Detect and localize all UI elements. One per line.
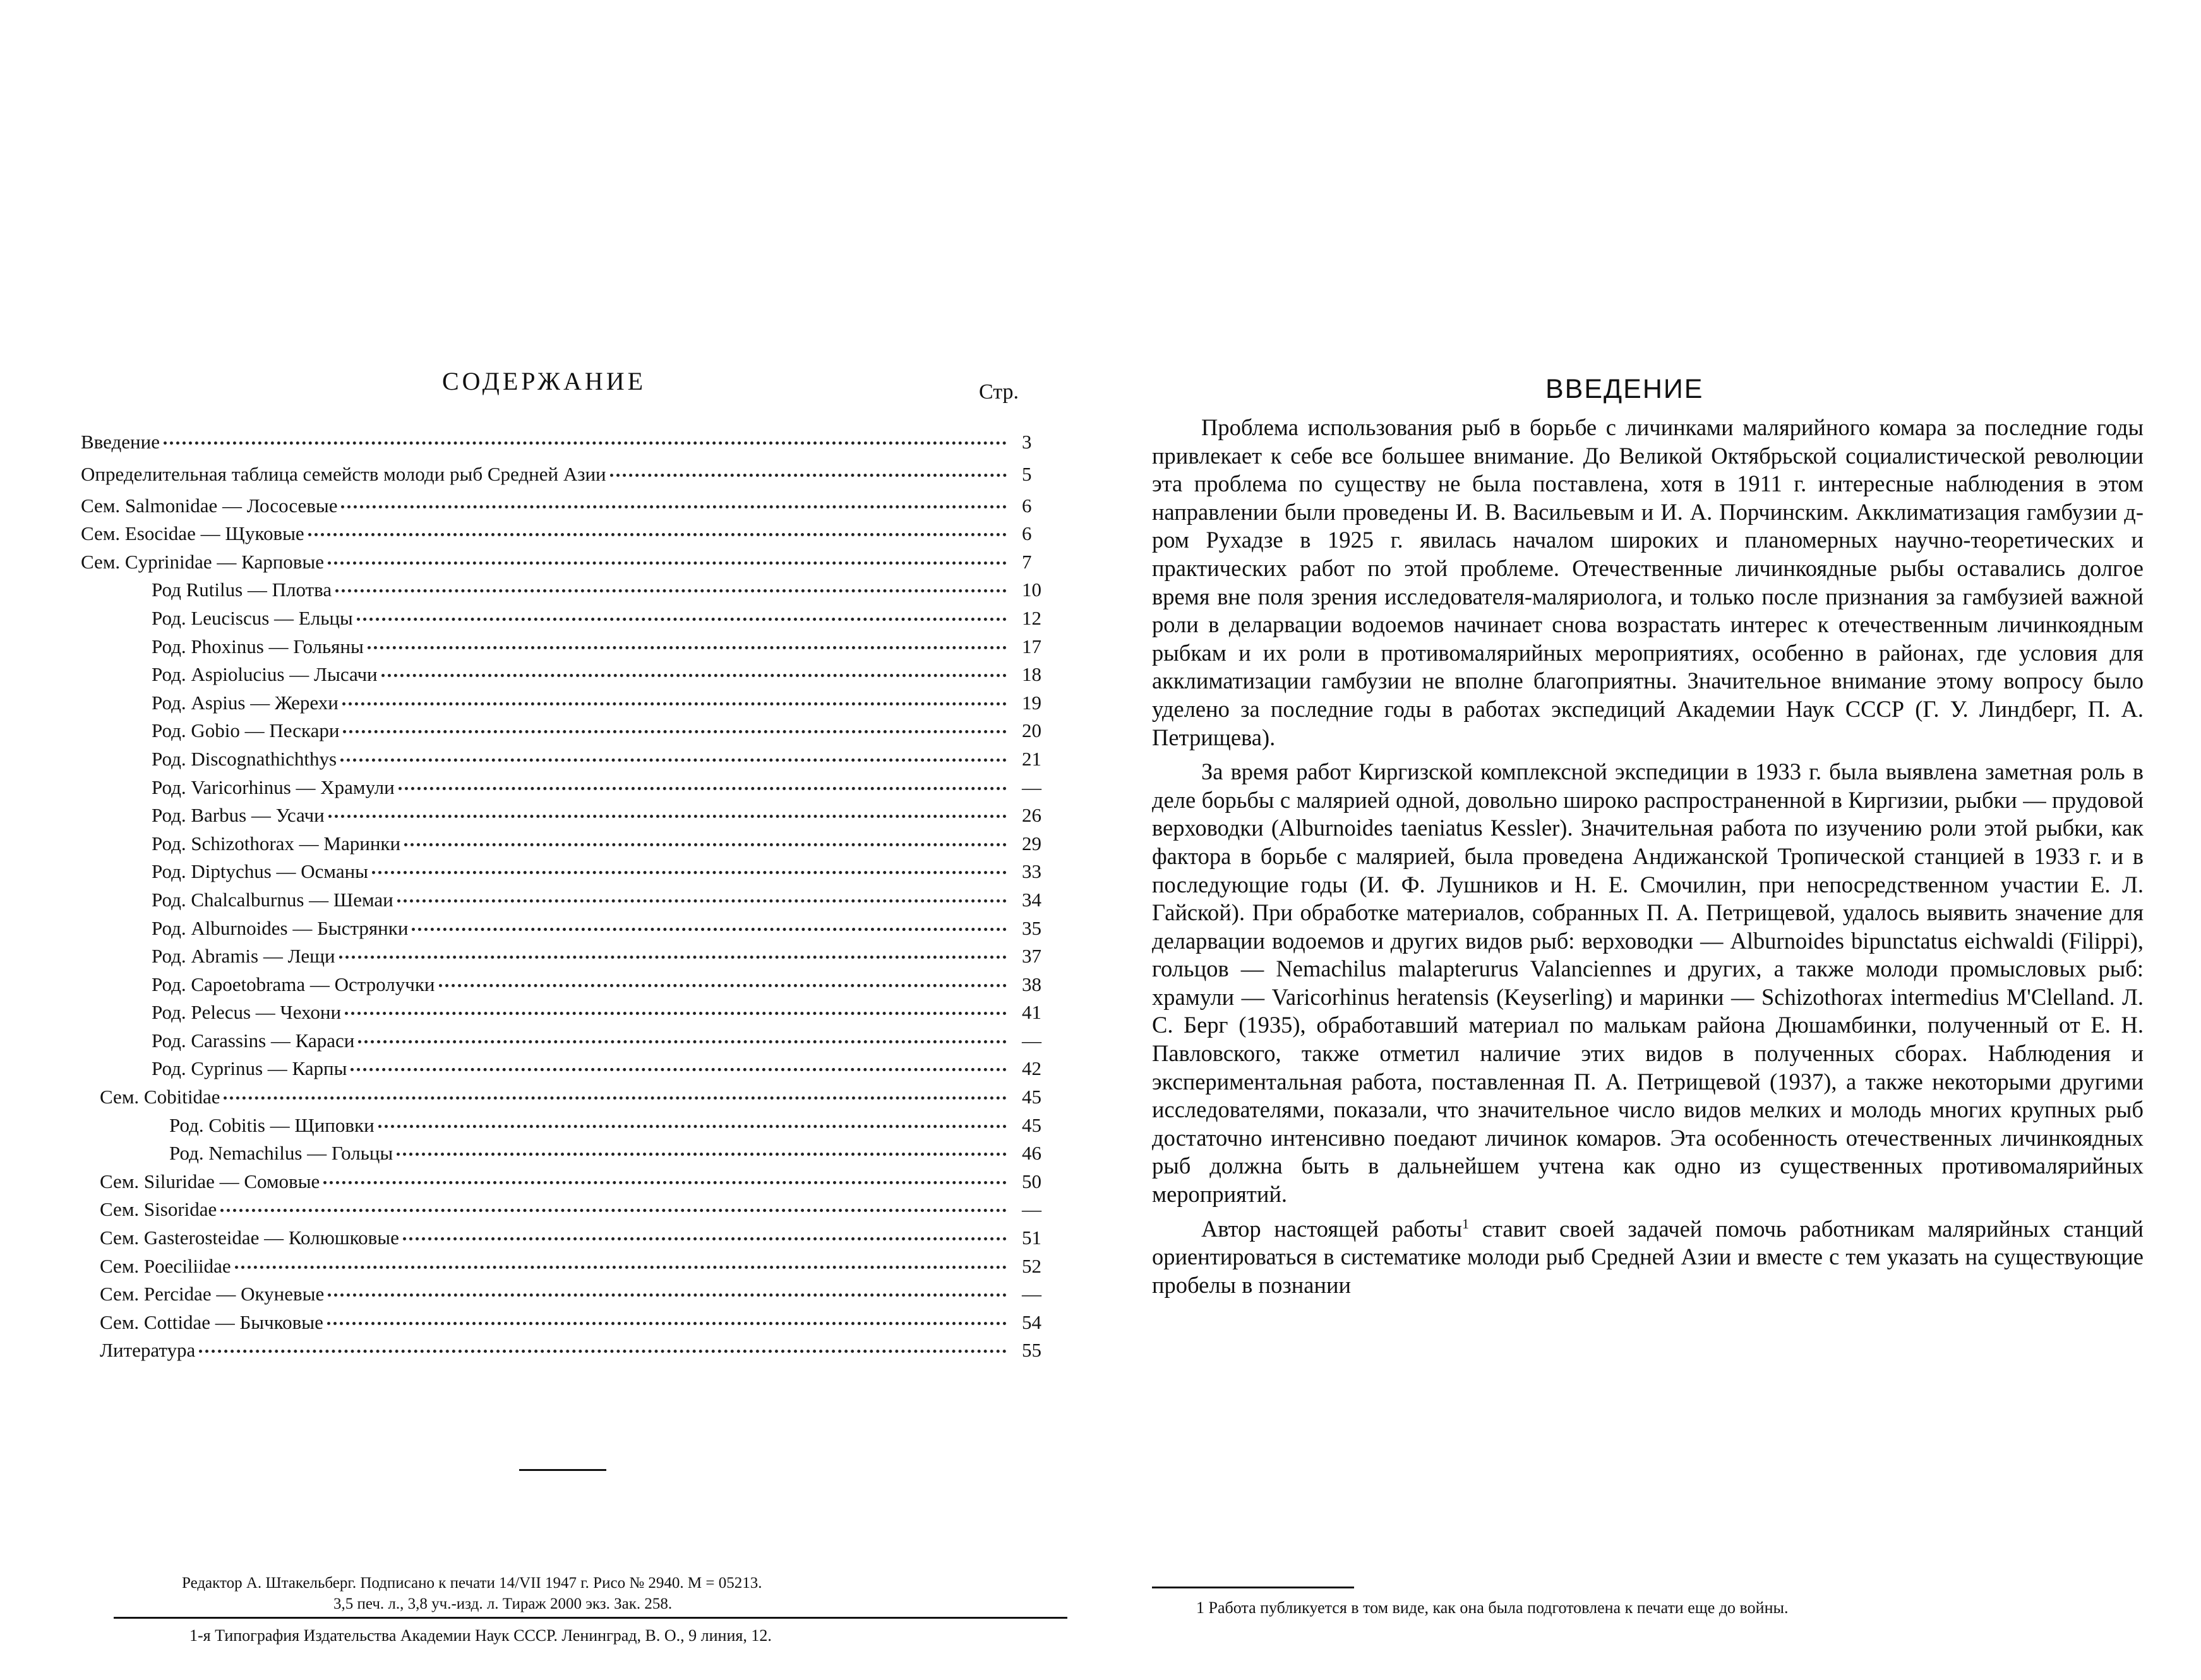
toc-entry-page: 42: [1022, 1057, 1041, 1080]
right-page: [1100, 0, 2201, 1680]
toc-dot-leader: [339, 956, 1007, 959]
toc-entry-page: 50: [1022, 1170, 1041, 1192]
table-of-contents: [81, 428, 1066, 1365]
toc-dot-leader: [404, 843, 1007, 846]
toc-dot-leader: [342, 702, 1007, 705]
toc-dot-leader: [399, 787, 1007, 790]
toc-dot-leader: [164, 441, 1007, 445]
toc-entry-label: Род. Leuciscus — Ельцы: [152, 606, 353, 629]
footnote-rule: [1152, 1587, 1354, 1588]
toc-dot-leader: [335, 589, 1007, 592]
toc-entry-label: Род. Diptychus — Османы: [152, 860, 369, 883]
toc-entry[interactable]: [81, 745, 1066, 774]
toc-entry-label: Род. Nemachilus — Гольцы: [169, 1142, 393, 1165]
footnote: 1 Работа публикуется в том виде, как она была подготовлена к печати еще до войны.: [1196, 1599, 1789, 1617]
toc-entry-page: 19: [1022, 691, 1041, 714]
toc-entry[interactable]: [81, 717, 1066, 745]
toc-entry-page: 12: [1022, 606, 1041, 629]
toc-dot-leader: [328, 561, 1007, 565]
toc-dot-leader: [323, 1181, 1007, 1184]
toc-dot-leader: [235, 1266, 1007, 1269]
toc-entry-page: 37: [1022, 945, 1041, 968]
toc-title: СОДЕРЖАНИЕ: [442, 367, 647, 395]
intro-paragraph-2: За время работ Киргизской комплексной экспедиции в 1933 г. была выявлена заметная роль в деле борьбы с малярией одной, довольно широко распространенной в Киргизии, рыбки — прудовой верховодки (Alburnoides taeniatus Kessler). Значительная работа по изучению роли этой рыбки, как фактора в борьбе с малярией, была проведена Андижанской Тропической станцией в 1933 г. и в последующие годы (И. Ф. Лушников и Н. Е. Смочилин, при непосредственном участии Е. Л. Гайской). При обработке материалов, собранных П. А. Петрищевой, удалось выявить значение для деларвации водоемов и других видов рыб: верховодки — Alburnoides bipunctatus eichwaldi (Filippi), гольцов — Nemachilus malapterurus Valanciennes и других, а также молоди промысловых рыб: храмули — Varicorhinus heratensis (Keyserling) и маринки — Schizothorax intermedius M'Clelland. Л. С. Берг (1935), обработавший материал по малькам района Дюшамбинки, полученный от Е. Н. Павловского, также отметил наличие этих видов в полученных сборах. Наблюдения и экспериментальная работа, поставленная П. А. Петрищевой (1937), а также некоторыми другими исследователями, показали, что значительное число видов мелких и молодь многих крупных рыб достаточно интенсивно поедают личинок комаров. Эта особенность отечественных личинкоядных рыб должна быть в дальнейшем учтена как одно из существенных противомалярийных мероприятий.: [1152, 759, 2144, 1208]
toc-entry[interactable]: [81, 1224, 1066, 1252]
toc-entry[interactable]: [81, 886, 1066, 915]
toc-entry[interactable]: [81, 1055, 1066, 1083]
toc-entry-page: 5: [1022, 462, 1032, 485]
toc-entry-label: Сем. Gasterosteidae — Колюшковые: [100, 1227, 399, 1249]
toc-entry-label: Сем. Poeciliidae: [100, 1254, 231, 1277]
toc-entry[interactable]: [81, 548, 1066, 577]
intro-paragraph-1: Проблема использования рыб в борьбе с личинками малярийного комара за последние годы привлекает к себе все большее внимание. До Великой Октябрьской социалистической революции эта проблема по существу не была поставлена, хотя в 1911 г. интересные наблюдения в этом направлении были проведены И. В. Васильевым и И. А. Порчинским. Акклиматизация гамбузии д-ром Рухадзе в 1925 г. явилась началом широких и планомерных научно-теоретических и практических работ по этой проблеме. Отечественные личинкоядные рыбы оставались долгое время вне поля зрения исследователя-маляриолога, и только после признания за гамбузией важной роли в деларвации водоемов начинает снова возрастать интерес к отечественным личинкоядным рыбкам и их роли в противомалярийных мероприятиях, особенно в районах, где условия для акклиматизации гамбузии не вполне благоприятны. Значительное внимание этому вопросу было уделено за последние годы в работах экспедиций Академии Наук СССР (Г. У. Линдберг, П. А. Петрищева).: [1152, 414, 2144, 750]
toc-entry-page: 20: [1022, 719, 1041, 742]
imprint-rule: [114, 1617, 1067, 1619]
toc-dot-leader: [378, 1125, 1007, 1128]
toc-entry-label: Определительная таблица семейств молоди рыб Средней Азии: [81, 462, 606, 485]
toc-entry[interactable]: [81, 801, 1066, 830]
toc-entry-label: Род. Aspius — Жерехи: [152, 691, 339, 714]
toc-entry[interactable]: [81, 1280, 1066, 1309]
toc-entry[interactable]: [81, 633, 1066, 661]
toc-dot-leader: [403, 1237, 1007, 1240]
toc-entry-page: 34: [1022, 888, 1041, 911]
toc-entry-label: Род Rutilus — Плотва: [152, 579, 332, 601]
toc-entry[interactable]: [81, 1252, 1066, 1281]
imprint-line-2: 3,5 печ. л., 3,8 уч.-изд. л. Тираж 2000 экз. Зак. 258.: [333, 1595, 673, 1612]
toc-dot-leader: [412, 928, 1007, 931]
toc-entry-page: 54: [1022, 1311, 1041, 1333]
toc-entry-label: Сем. Salmonidae — Лососевые: [81, 494, 338, 517]
toc-dot-leader: [308, 533, 1007, 536]
toc-entry[interactable]: [81, 428, 1066, 457]
toc-entry[interactable]: [81, 576, 1066, 604]
toc-entry-label: Род. Capoetobrama — Остролучки: [152, 973, 435, 995]
imprint-block: [182, 1573, 1066, 1614]
toc-entry[interactable]: [81, 1112, 1066, 1140]
toc-entry-page: —: [1022, 1198, 1041, 1221]
toc-dot-leader: [351, 1068, 1007, 1071]
toc-dot-leader: [328, 1293, 1007, 1297]
toc-entry-label: Сем. Percidae — Окуневые: [100, 1283, 325, 1305]
toc-entry-page: 55: [1022, 1339, 1041, 1362]
toc-entry-page: 33: [1022, 860, 1041, 883]
toc-entry[interactable]: [81, 1196, 1066, 1224]
toc-entry-page: 52: [1022, 1254, 1041, 1277]
toc-entry[interactable]: [81, 1139, 1066, 1168]
toc-entry-label: Введение: [81, 431, 160, 453]
toc-entry-page: —: [1022, 1029, 1041, 1052]
toc-entry[interactable]: [81, 492, 1066, 520]
toc-dot-leader: [327, 1322, 1007, 1325]
toc-entry-page: 18: [1022, 663, 1041, 686]
toc-entry[interactable]: [81, 1309, 1066, 1337]
left-page: [0, 0, 1100, 1680]
toc-entry-page: 21: [1022, 747, 1041, 770]
toc-entry-label: Сем. Esocidae — Щуковые: [81, 522, 304, 545]
toc-entry-label: Род. Chalcalburnus — Шемаи: [152, 888, 393, 911]
toc-entry-label: Сем. Cobitidae: [100, 1086, 220, 1108]
toc-entry-label: Род. Pelecus — Чехони: [152, 1001, 342, 1024]
toc-entry[interactable]: [81, 604, 1066, 633]
toc-entry[interactable]: [81, 1168, 1066, 1196]
toc-entry-label: Род. Cyprinus — Карпы: [152, 1057, 347, 1080]
toc-entry-page: 46: [1022, 1142, 1041, 1165]
toc-entry-label: Литература: [100, 1339, 196, 1362]
toc-entry-label: Род. Gobio — Пескари: [152, 719, 340, 742]
toc-entry-page: 10: [1022, 579, 1041, 601]
toc-dot-leader: [397, 1153, 1007, 1156]
toc-entry-page: —: [1022, 1283, 1041, 1305]
toc-entry-page: 6: [1022, 494, 1032, 517]
toc-entry-page: 38: [1022, 973, 1041, 995]
toc-entry[interactable]: [81, 689, 1066, 717]
toc-entry[interactable]: [81, 661, 1066, 689]
toc-entry[interactable]: [81, 457, 1066, 492]
toc-entry-label: Род. Aspiolucius — Лысачи: [152, 663, 378, 686]
toc-entry-label: Род. Discognathichthys: [152, 747, 337, 770]
toc-entry-page: 51: [1022, 1227, 1041, 1249]
toc-entry[interactable]: [81, 942, 1066, 971]
toc-entry-page: 29: [1022, 832, 1041, 855]
toc-entry-page: 17: [1022, 635, 1041, 657]
toc-dot-leader: [341, 505, 1007, 508]
toc-entry-label: Род. Abramis — Лещи: [152, 945, 335, 968]
printer-line: 1-я Типография Издательства Академии Наук СССР. Ленинград, В. О., 9 линия, 12.: [189, 1626, 772, 1645]
toc-entry-page: —: [1022, 776, 1041, 798]
toc-entry[interactable]: [81, 858, 1066, 886]
toc-entry-label: Сем. Cottidae — Бычковые: [100, 1311, 323, 1333]
toc-dot-leader: [610, 474, 1007, 477]
toc-entry-label: Род. Barbus — Усачи: [152, 804, 325, 827]
imprint-line-1: Редактор А. Штакельберг. Подписано к печати 14/VII 1947 г. Рисо № 2940. М = 05213.: [182, 1575, 762, 1592]
toc-entry-label: Род. Varicorhinus — Храмули: [152, 776, 395, 798]
toc-entry-label: Род. Carassins — Караси: [152, 1029, 355, 1052]
toc-dot-leader: [340, 759, 1007, 762]
toc-dot-leader: [199, 1350, 1007, 1353]
intro-paragraph-3: [1152, 1215, 2144, 1300]
toc-entry-page: 41: [1022, 1001, 1041, 1024]
toc-dot-leader: [358, 1040, 1007, 1043]
section-divider: [519, 1469, 606, 1471]
intro-body: [1152, 414, 2144, 1305]
toc-entry-page: 3: [1022, 431, 1032, 453]
toc-entry[interactable]: [81, 520, 1066, 548]
toc-entry-page: 7: [1022, 550, 1032, 573]
toc-dot-leader: [328, 815, 1007, 818]
toc-entry-page: 6: [1022, 522, 1032, 545]
toc-dot-leader: [439, 984, 1007, 987]
toc-entry-page: 35: [1022, 916, 1041, 939]
toc-dot-leader: [372, 871, 1007, 874]
toc-entry[interactable]: [81, 1027, 1066, 1055]
intro-paragraph-3-start: Автор настоящей работы: [1201, 1215, 1462, 1242]
toc-entry-page: 26: [1022, 804, 1041, 827]
toc-entry-label: Сем. Sisoridae: [100, 1198, 217, 1221]
toc-entry-page: 45: [1022, 1113, 1041, 1136]
toc-dot-leader: [345, 1012, 1007, 1015]
toc-entry-label: Род. Cobitis — Щиповки: [169, 1113, 375, 1136]
toc-entry-label: Сем. Cyprinidae — Карповые: [81, 550, 325, 573]
toc-entry-label: Род. Schizothorax — Маринки: [152, 832, 401, 855]
toc-entry[interactable]: [81, 774, 1066, 802]
toc-dot-leader: [343, 730, 1007, 733]
toc-entry[interactable]: [81, 971, 1066, 999]
toc-entry-label: Род. Phoxinus — Гольяны: [152, 635, 364, 657]
toc-dot-leader: [357, 618, 1007, 621]
intro-title: ВВЕДЕНИЕ: [1545, 374, 1704, 404]
toc-entry-label: Сем. Siluridae — Сомовые: [100, 1170, 320, 1192]
toc-page-column-header: Стр.: [979, 380, 1019, 404]
toc-entry[interactable]: [81, 915, 1066, 943]
toc-entry[interactable]: [81, 830, 1066, 858]
toc-entry[interactable]: [81, 1336, 1066, 1365]
toc-dot-leader: [381, 674, 1007, 677]
toc-dot-leader: [224, 1096, 1007, 1100]
toc-dot-leader: [368, 646, 1007, 649]
toc-entry-label: Род. Alburnoides — Быстрянки: [152, 916, 409, 939]
intro-paragraph-3-rest: ставит своей задачей помочь работникам малярийных станций ориентироваться в систематике молоди рыб Средней Азии и вместе с тем указать на существующие пробелы в познании: [1152, 1215, 2144, 1298]
toc-entry-page: 45: [1022, 1086, 1041, 1108]
toc-dot-leader: [220, 1209, 1007, 1212]
toc-entry[interactable]: [81, 1083, 1066, 1112]
footnote-marker[interactable]: 1: [1461, 1215, 1469, 1232]
toc-entry[interactable]: [81, 999, 1066, 1027]
toc-dot-leader: [397, 899, 1007, 903]
